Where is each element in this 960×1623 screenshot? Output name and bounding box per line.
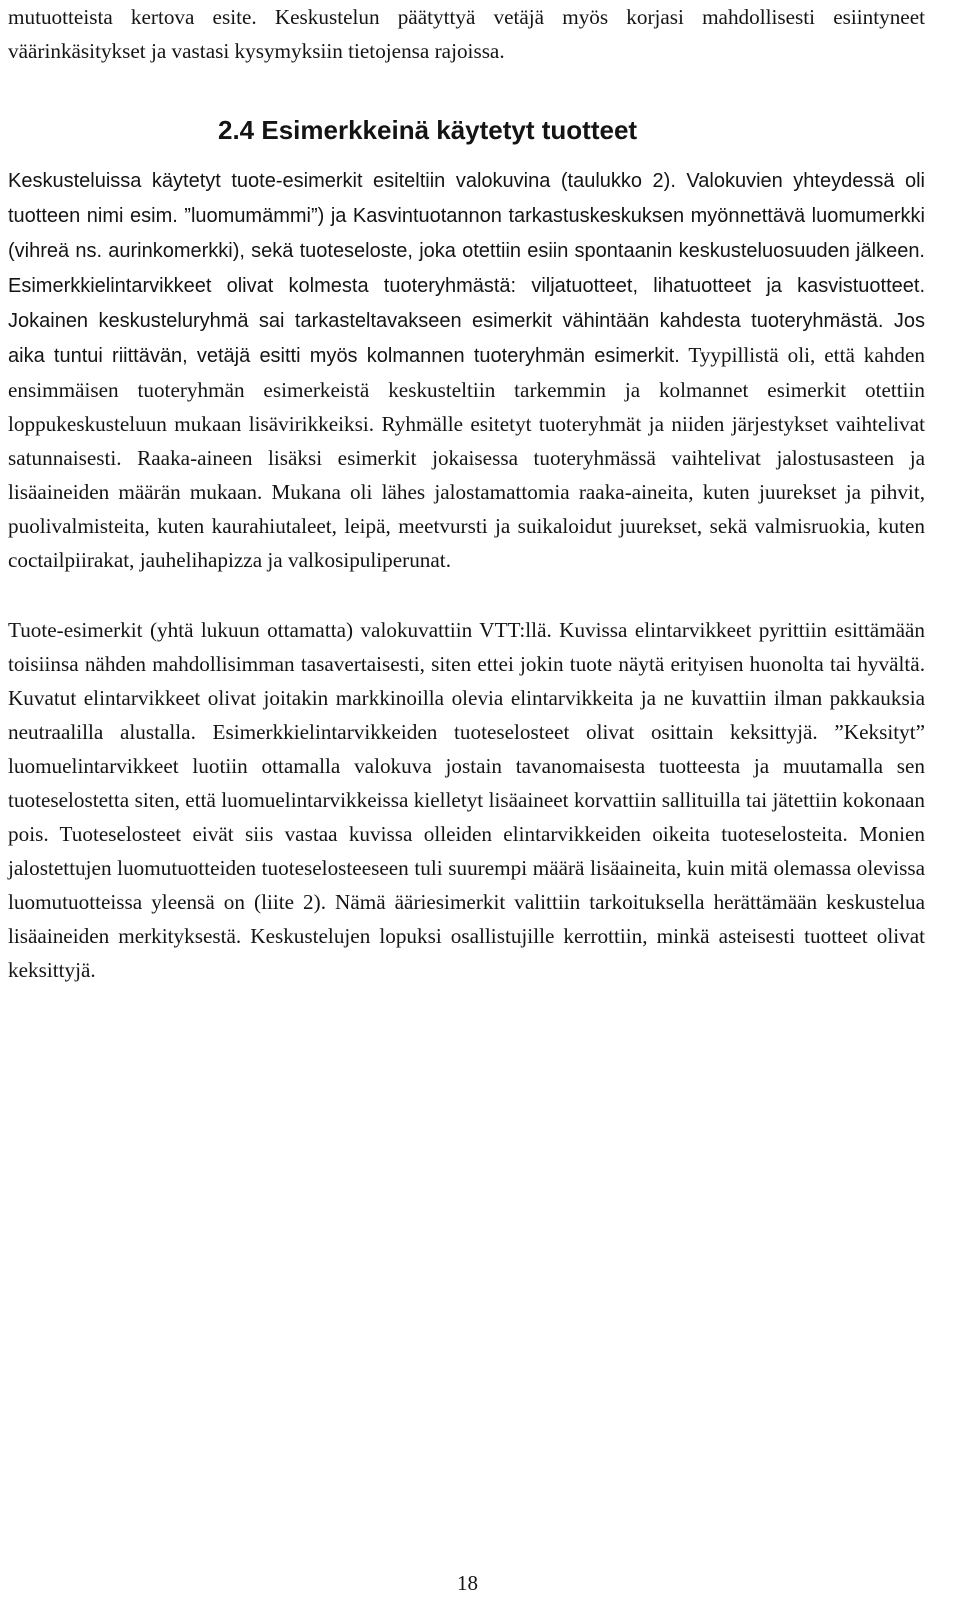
paragraph-examples-sans-part: Keskusteluissa käytetyt tuote-esimerkit esiteltiin valokuvina (taulukko 2). Valokuvien yhteydessä oli tuotteen nimi esim. ”luomumämmi”) ja Kasvintuotannon tarkastuskeskuksen myönnettävä luomumerkki (vihreä ns. aurinkomerkki), sekä tuoteseloste, joka otettiin esiin spontaanin keskusteluosuuden jälkeen. Esimerkkielintarvikkeet olivat kolmesta tuoteryhmästä: viljatuotteet, lihatuotteet ja kasvistuotteet. Jokainen keskusteluryhmä sai tarkasteltavakseen esimerkit vähintään kahdesta tuoteryhmästä. Jos aika tuntui riittävän, vetäjä esitti myös kolmannen tuoteryhmän esimerkit.: [8, 170, 925, 367]
page-number: 18: [457, 1571, 478, 1595]
section-heading: 2.4 Esimerkkeinä käytetyt tuotteet: [218, 115, 638, 145]
paragraph-examples-serif-part: Tyypillistä oli, että kahden ensimmäisen tuoteryhmän esimerkeistä keskusteltiin tarkemmin ja kolmannet esimerkit otettiin loppukeskusteluun mukaan lisävirikkeiksi. Ryhmälle esitetyt tuoteryhmät ja niiden järjestykset vaihtelivat satunnaisesti. Raaka-aineen lisäksi esimerkit jokaisessa tuoteryhmässä vaihtelivat jalostusasteen ja lisäaineiden määrän mukaan. Mukana oli lähes jalostamattomia raaka-aineita, kuten juurekset ja pihvit, puolivalmisteita, kuten kaurahiutaleet, leipä, meetvursti ja suikaloidut juurekset, sekä valmisruokia, kuten coctailpiirakat, jauhelihapizza ja valkosipuliperunat.: [8, 343, 925, 572]
paragraph-examples: [8, 163, 925, 577]
top-paragraph: mutuotteista kertova esite. Keskustelun päätyttyä vetäjä myös korjasi mahdollisesti esiintyneet väärinkäsitykset ja vastasi kysymyksiin tietojensa rajoissa.: [8, 5, 925, 63]
document-page: [8, 0, 925, 987]
paragraph-photographs: Tuote-esimerkit (yhtä lukuun ottamatta) valokuvattiin VTT:llä. Kuvissa elintarvikkeet pyrittiin esittämään toisiinsa nähden mahdollisimman tasavertaisesti, siten ettei jokin tuote näytä erityisen huonolta tai hyvältä. Kuvatut elintarvikkeet olivat joitakin markkinoilla olevia elintarvikkeita ja ne kuvattiin ilman pakkauksia neutraalilla alustalla. Esimerkkielintarvikkeiden tuoteselosteet olivat osittain keksittyjä. ”Keksityt” luomuelintarvikkeet luotiin ottamalla valokuva jostain tavanomaisesta tuotteesta ja muutamalla sen tuoteselostetta siten, että luomuelintarvikkeissa kielletyt lisäaineet korvattiin sallituilla tai jätettiin kokonaan pois. Tuoteselosteet eivät siis vastaa kuvissa olleiden elintarvikkeiden oikeita tuoteselosteita. Monien jalostettujen luomutuotteiden tuoteselosteeseen tuli suurempi määrä lisäaineita, kuin mitä olemassa olevissa luomutuotteissa yleensä on (liite 2). Nämä ääriesimerkit valittiin tarkoituksella herättämään keskustelua lisäaineiden merkityksestä. Keskustelujen lopuksi osallistujille kerrottiin, minkä asteisesti tuotteet olivat keksittyjä.: [8, 618, 925, 982]
